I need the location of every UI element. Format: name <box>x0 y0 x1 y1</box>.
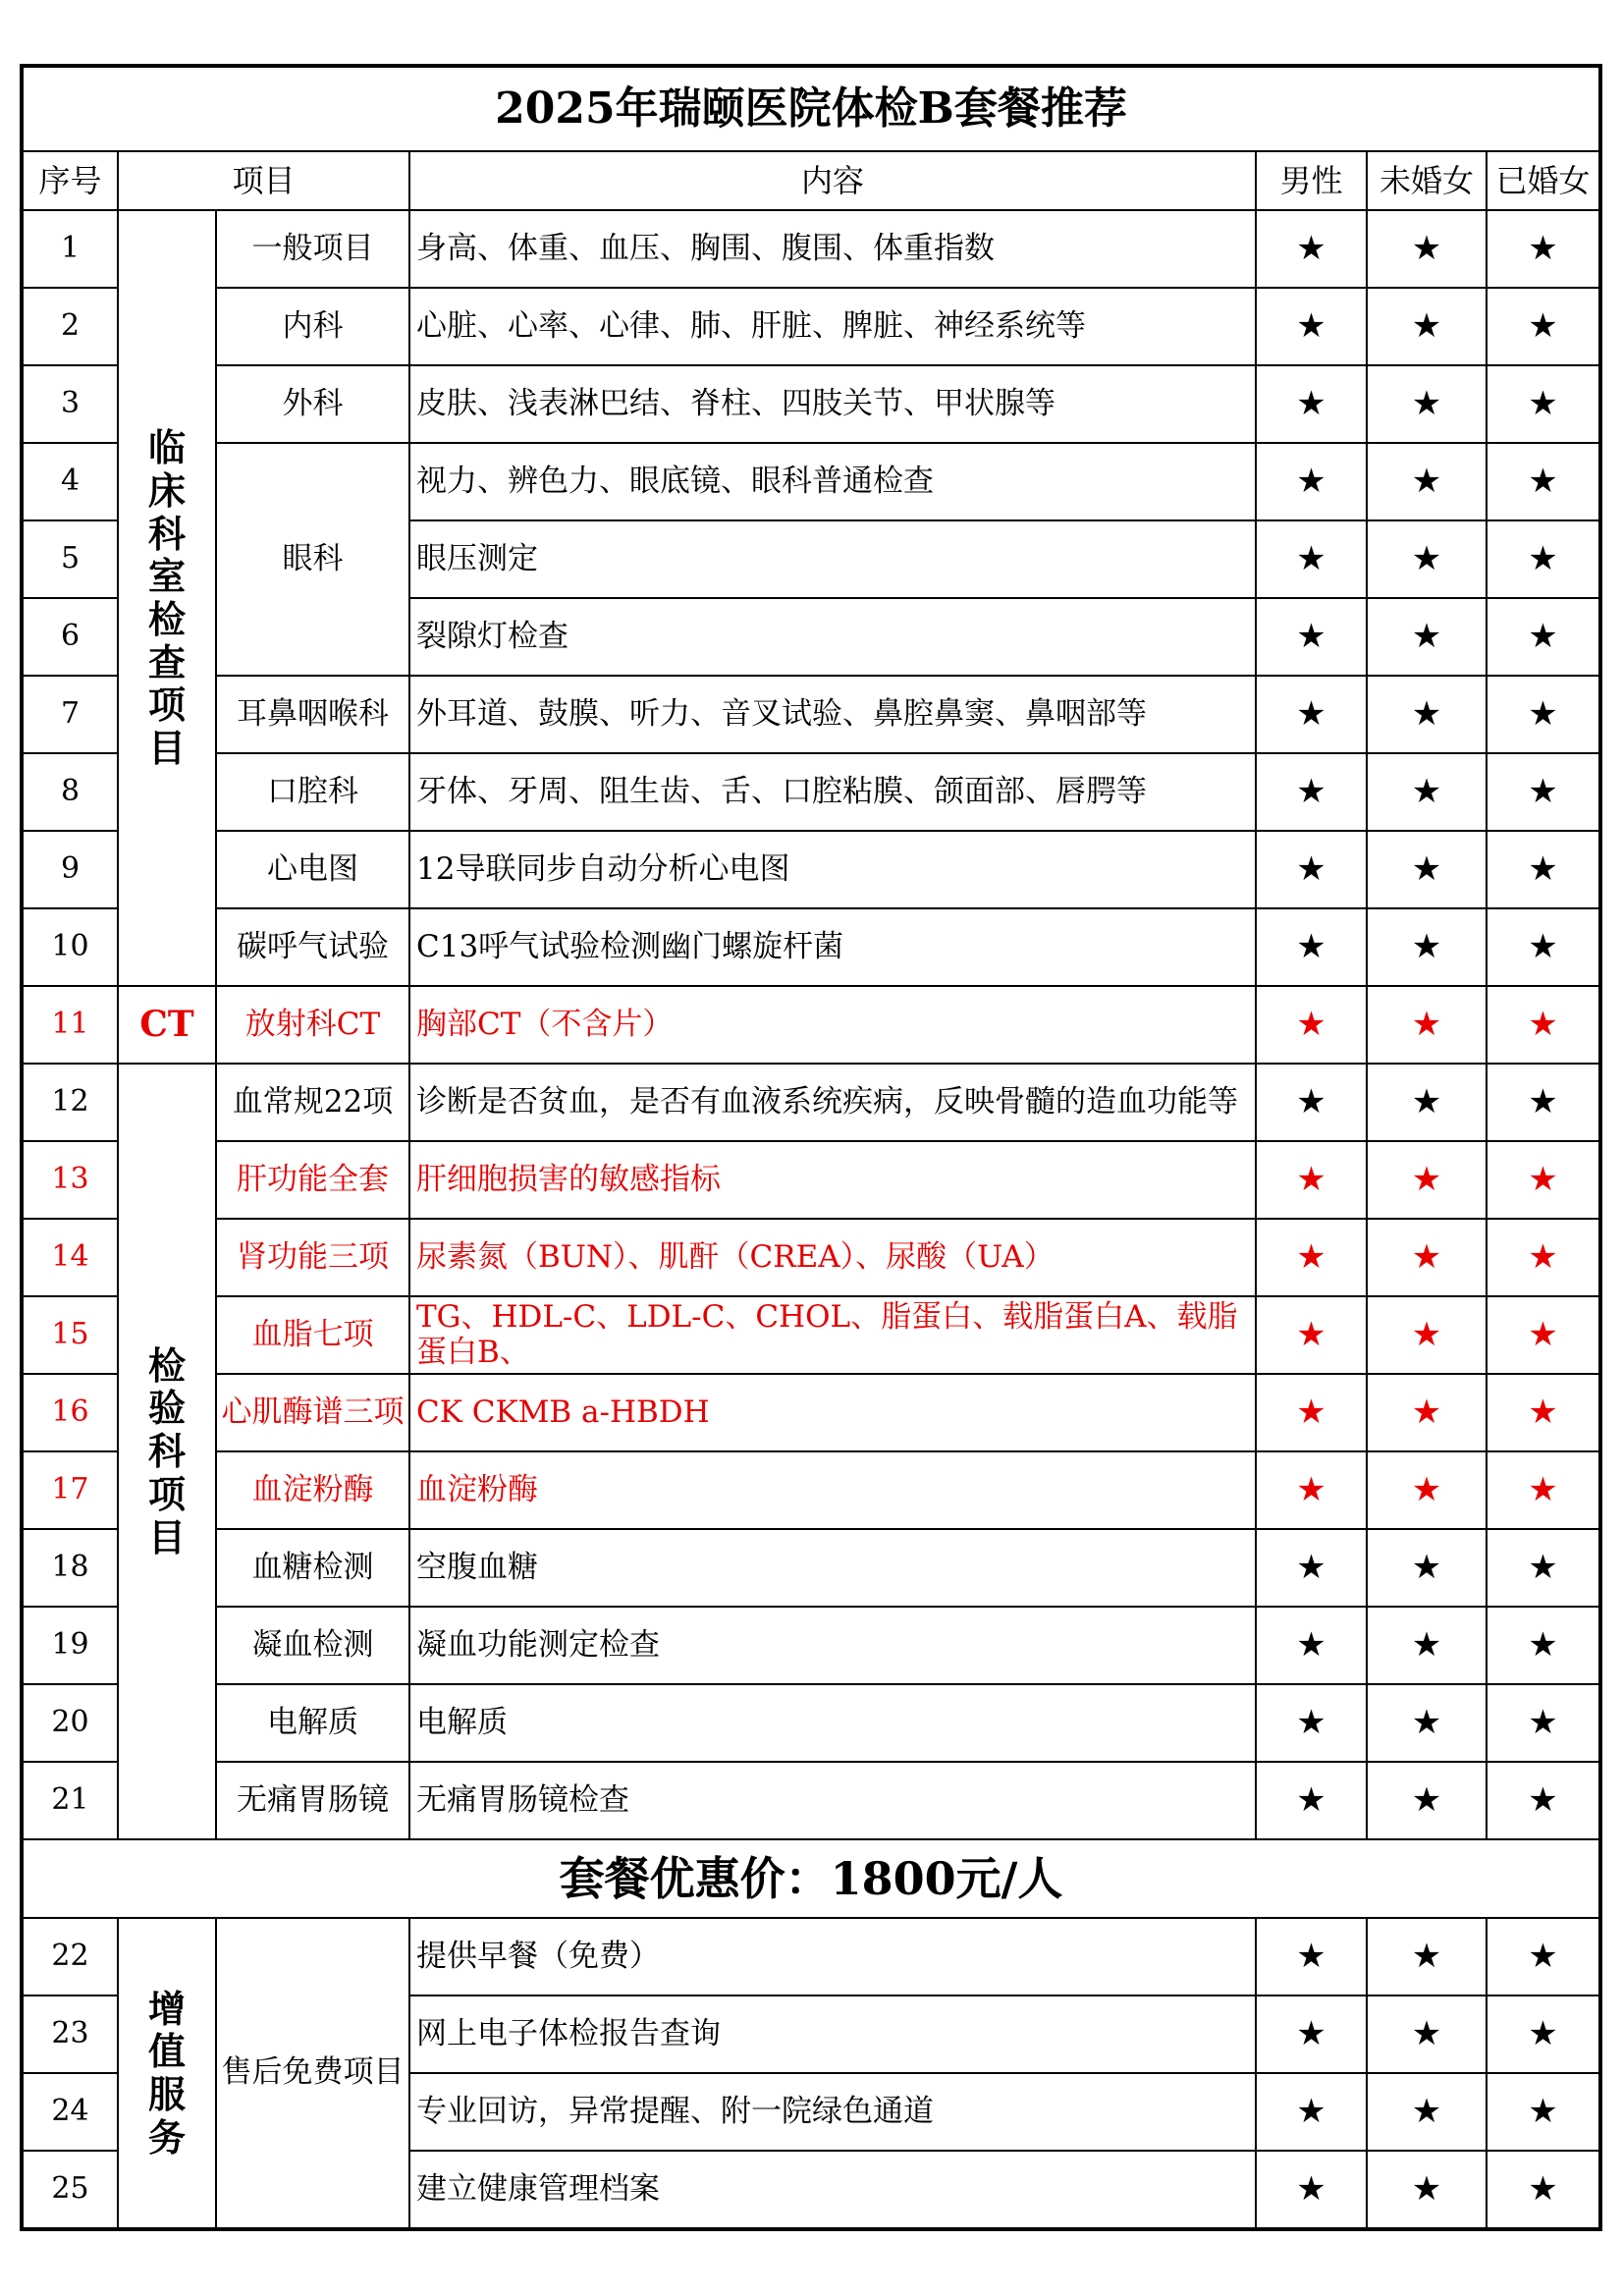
row-number: 17 <box>22 1451 118 1529</box>
group-label-service <box>118 1918 216 2229</box>
star-unmarried: ★ <box>1367 986 1487 1064</box>
group-label-text: CT <box>139 1003 194 1045</box>
table-row <box>22 288 1600 365</box>
row-number: 2 <box>22 288 118 365</box>
star-married: ★ <box>1487 2151 1600 2229</box>
row-number: 6 <box>22 598 118 676</box>
header-no: 序号 <box>22 151 118 210</box>
star-male: ★ <box>1256 1918 1367 1995</box>
item-content: C13呼气试验检测幽门螺旋杆菌 <box>409 908 1256 986</box>
star-male: ★ <box>1256 2073 1367 2151</box>
item-name: 售后免费项目 <box>216 1918 409 2229</box>
header-content: 内容 <box>409 151 1256 210</box>
star-unmarried: ★ <box>1367 1995 1487 2073</box>
star-married: ★ <box>1487 598 1600 676</box>
table-row <box>22 831 1600 908</box>
star-unmarried: ★ <box>1367 443 1487 520</box>
item-content: 血淀粉酶 <box>409 1451 1256 1529</box>
row-number: 21 <box>22 1762 118 1839</box>
table-row <box>22 1529 1600 1607</box>
item-content: 建立健康管理档案 <box>409 2151 1256 2229</box>
star-male: ★ <box>1256 1141 1367 1219</box>
star-unmarried: ★ <box>1367 1219 1487 1296</box>
star-male: ★ <box>1256 1762 1367 1839</box>
item-name: 耳鼻咽喉科 <box>216 676 409 753</box>
star-male: ★ <box>1256 986 1367 1064</box>
star-married: ★ <box>1487 1684 1600 1762</box>
item-name: 放射科CT <box>216 986 409 1064</box>
item-content: 凝血功能测定检查 <box>409 1607 1256 1684</box>
star-married: ★ <box>1487 908 1600 986</box>
item-name: 心肌酶谱三项 <box>216 1374 409 1451</box>
table-row <box>22 1374 1600 1451</box>
item-name: 眼科 <box>216 443 409 676</box>
star-married: ★ <box>1487 1918 1600 1995</box>
star-male: ★ <box>1256 210 1367 288</box>
star-unmarried: ★ <box>1367 1451 1487 1529</box>
star-married: ★ <box>1487 1219 1600 1296</box>
star-married: ★ <box>1487 1064 1600 1141</box>
header-married: 已婚女 <box>1487 151 1600 210</box>
star-married: ★ <box>1487 986 1600 1064</box>
star-unmarried: ★ <box>1367 1296 1487 1374</box>
star-unmarried: ★ <box>1367 753 1487 831</box>
star-unmarried: ★ <box>1367 1918 1487 1995</box>
row-number: 22 <box>22 1918 118 1995</box>
row-number: 10 <box>22 908 118 986</box>
star-married: ★ <box>1487 443 1600 520</box>
star-male: ★ <box>1256 1296 1367 1374</box>
item-content: 心脏、心率、心律、肺、肝脏、脾脏、神经系统等 <box>409 288 1256 365</box>
star-unmarried: ★ <box>1367 1684 1487 1762</box>
item-name: 血糖检测 <box>216 1529 409 1607</box>
table-row <box>22 1219 1600 1296</box>
star-unmarried: ★ <box>1367 908 1487 986</box>
star-married: ★ <box>1487 2073 1600 2151</box>
row-number: 18 <box>22 1529 118 1607</box>
table-row <box>22 1141 1600 1219</box>
row-number: 8 <box>22 753 118 831</box>
row-number: 4 <box>22 443 118 520</box>
row-number: 5 <box>22 520 118 598</box>
item-name: 血脂七项 <box>216 1296 409 1374</box>
star-unmarried: ★ <box>1367 1762 1487 1839</box>
table-row <box>22 986 1600 1064</box>
star-married: ★ <box>1487 1374 1600 1451</box>
row-number: 20 <box>22 1684 118 1762</box>
table-row <box>22 676 1600 753</box>
package-price: 套餐优惠价：1800元/人 <box>22 1839 1600 1918</box>
star-married: ★ <box>1487 288 1600 365</box>
star-male: ★ <box>1256 1607 1367 1684</box>
star-male: ★ <box>1256 1995 1367 2073</box>
table-row <box>22 443 1600 520</box>
star-unmarried: ★ <box>1367 676 1487 753</box>
row-number: 13 <box>22 1141 118 1219</box>
table-row <box>22 1762 1600 1839</box>
star-male: ★ <box>1256 288 1367 365</box>
table-row <box>22 1918 1600 1995</box>
star-married: ★ <box>1487 1995 1600 2073</box>
item-name: 血常规22项 <box>216 1064 409 1141</box>
table-row <box>22 210 1600 288</box>
header-row <box>22 151 1600 210</box>
star-unmarried: ★ <box>1367 365 1487 443</box>
item-name: 心电图 <box>216 831 409 908</box>
group-label-ct <box>118 986 216 1064</box>
star-male: ★ <box>1256 753 1367 831</box>
package-table <box>20 64 1602 2231</box>
star-male: ★ <box>1256 676 1367 753</box>
item-content: 电解质 <box>409 1684 1256 1762</box>
group-label-text: 临床科室检查项目 <box>147 425 186 771</box>
item-content: 眼压测定 <box>409 520 1256 598</box>
row-number: 14 <box>22 1219 118 1296</box>
star-married: ★ <box>1487 1762 1600 1839</box>
row-number: 12 <box>22 1064 118 1141</box>
star-male: ★ <box>1256 908 1367 986</box>
star-male: ★ <box>1256 1451 1367 1529</box>
star-married: ★ <box>1487 676 1600 753</box>
item-name: 凝血检测 <box>216 1607 409 1684</box>
star-unmarried: ★ <box>1367 2073 1487 2151</box>
star-male: ★ <box>1256 1529 1367 1607</box>
star-male: ★ <box>1256 2151 1367 2229</box>
item-content: 外耳道、鼓膜、听力、音叉试验、鼻腔鼻窦、鼻咽部等 <box>409 676 1256 753</box>
row-number: 24 <box>22 2073 118 2151</box>
item-content: 12导联同步自动分析心电图 <box>409 831 1256 908</box>
item-content: 裂隙灯检查 <box>409 598 1256 676</box>
row-number: 19 <box>22 1607 118 1684</box>
star-unmarried: ★ <box>1367 1064 1487 1141</box>
header-male: 男性 <box>1256 151 1367 210</box>
item-content: 无痛胃肠镜检查 <box>409 1762 1256 1839</box>
item-content: 视力、辨色力、眼底镜、眼科普通检查 <box>409 443 1256 520</box>
item-name: 一般项目 <box>216 210 409 288</box>
star-unmarried: ★ <box>1367 2151 1487 2229</box>
item-name: 血淀粉酶 <box>216 1451 409 1529</box>
row-number: 11 <box>22 986 118 1064</box>
item-name: 电解质 <box>216 1684 409 1762</box>
star-married: ★ <box>1487 1451 1600 1529</box>
item-content: 提供早餐（免费） <box>409 1918 1256 1995</box>
star-male: ★ <box>1256 520 1367 598</box>
group-label-text: 检验科项目 <box>147 1342 186 1559</box>
header-item: 项目 <box>118 151 409 210</box>
star-male: ★ <box>1256 598 1367 676</box>
star-male: ★ <box>1256 1064 1367 1141</box>
item-name: 无痛胃肠镜 <box>216 1762 409 1839</box>
page-title: 2025年瑞颐医院体检B套餐推荐 <box>22 66 1600 151</box>
star-unmarried: ★ <box>1367 288 1487 365</box>
table-row <box>22 908 1600 986</box>
table-row <box>22 1607 1600 1684</box>
table-row <box>22 1296 1600 1374</box>
star-unmarried: ★ <box>1367 598 1487 676</box>
price-row <box>22 1839 1600 1918</box>
header-unmarried: 未婚女 <box>1367 151 1487 210</box>
item-content: 肝细胞损害的敏感指标 <box>409 1141 1256 1219</box>
group-label-text: 增值服务 <box>147 1986 186 2159</box>
row-number: 16 <box>22 1374 118 1451</box>
item-content: 尿素氮（BUN）、肌酐（CREA）、尿酸（UA） <box>409 1219 1256 1296</box>
table-row <box>22 1451 1600 1529</box>
star-unmarried: ★ <box>1367 1141 1487 1219</box>
star-married: ★ <box>1487 753 1600 831</box>
star-male: ★ <box>1256 1684 1367 1762</box>
star-married: ★ <box>1487 831 1600 908</box>
star-married: ★ <box>1487 1529 1600 1607</box>
table-row <box>22 1684 1600 1762</box>
star-married: ★ <box>1487 210 1600 288</box>
star-unmarried: ★ <box>1367 831 1487 908</box>
star-male: ★ <box>1256 831 1367 908</box>
row-number: 23 <box>22 1995 118 2073</box>
star-male: ★ <box>1256 443 1367 520</box>
item-content: 空腹血糖 <box>409 1529 1256 1607</box>
item-content: 专业回访，异常提醒、附一院绿色通道 <box>409 2073 1256 2151</box>
item-content: 网上电子体检报告查询 <box>409 1995 1256 2073</box>
star-unmarried: ★ <box>1367 210 1487 288</box>
row-number: 15 <box>22 1296 118 1374</box>
item-content: 诊断是否贫血，是否有血液系统疾病，反映骨髓的造血功能等 <box>409 1064 1256 1141</box>
item-content: CK CKMB a-HBDH <box>409 1374 1256 1451</box>
star-male: ★ <box>1256 365 1367 443</box>
table-body <box>22 66 1600 2229</box>
item-content: 皮肤、浅表淋巴结、脊柱、四肢关节、甲状腺等 <box>409 365 1256 443</box>
star-male: ★ <box>1256 1374 1367 1451</box>
star-married: ★ <box>1487 520 1600 598</box>
item-content: 牙体、牙周、阻生齿、舌、口腔粘膜、颌面部、唇腭等 <box>409 753 1256 831</box>
item-name: 外科 <box>216 365 409 443</box>
item-name: 口腔科 <box>216 753 409 831</box>
star-unmarried: ★ <box>1367 1529 1487 1607</box>
item-content: TG、HDL-C、LDL-C、CHOL、脂蛋白、载脂蛋白A、载脂蛋白B、 <box>409 1296 1256 1374</box>
item-content: 胸部CT（不含片） <box>409 986 1256 1064</box>
group-label-lab <box>118 1064 216 1839</box>
item-name: 肝功能全套 <box>216 1141 409 1219</box>
star-unmarried: ★ <box>1367 1607 1487 1684</box>
row-number: 25 <box>22 2151 118 2229</box>
row-number: 1 <box>22 210 118 288</box>
row-number: 9 <box>22 831 118 908</box>
star-married: ★ <box>1487 1607 1600 1684</box>
row-number: 3 <box>22 365 118 443</box>
group-label-clinical <box>118 210 216 986</box>
item-name: 碳呼气试验 <box>216 908 409 986</box>
item-content: 身高、体重、血压、胸围、腹围、体重指数 <box>409 210 1256 288</box>
star-married: ★ <box>1487 365 1600 443</box>
star-unmarried: ★ <box>1367 520 1487 598</box>
table-row <box>22 1064 1600 1141</box>
star-unmarried: ★ <box>1367 1374 1487 1451</box>
item-name: 肾功能三项 <box>216 1219 409 1296</box>
table-row <box>22 753 1600 831</box>
item-name: 内科 <box>216 288 409 365</box>
star-male: ★ <box>1256 1219 1367 1296</box>
row-number: 7 <box>22 676 118 753</box>
star-married: ★ <box>1487 1141 1600 1219</box>
star-married: ★ <box>1487 1296 1600 1374</box>
table-row <box>22 365 1600 443</box>
